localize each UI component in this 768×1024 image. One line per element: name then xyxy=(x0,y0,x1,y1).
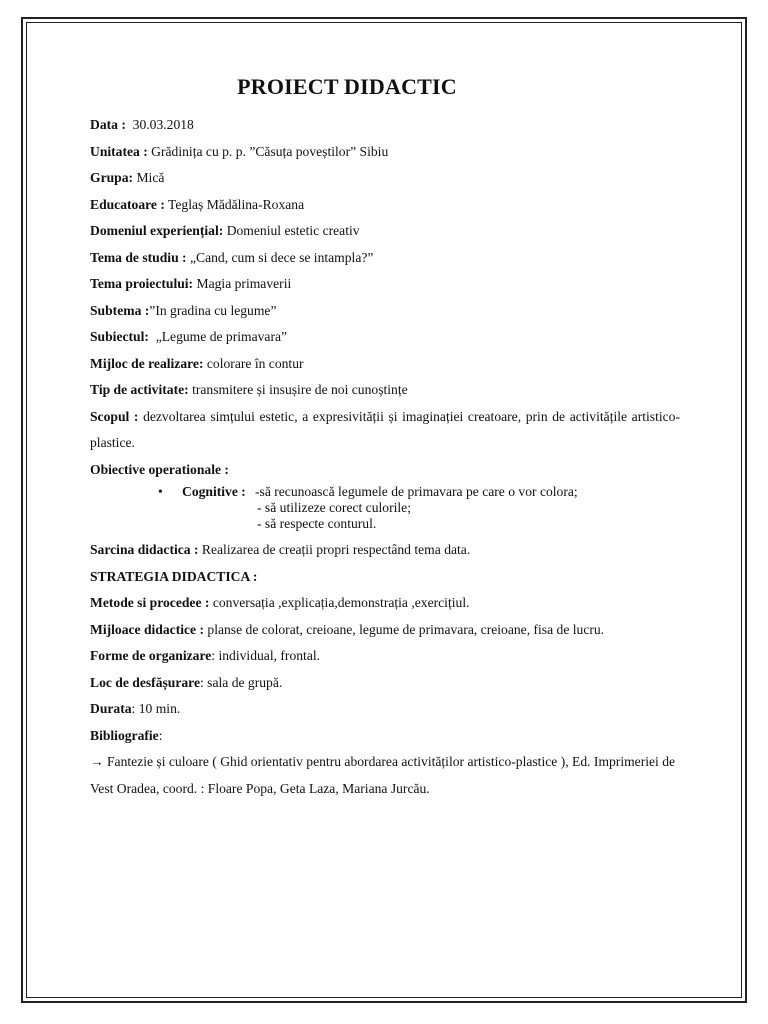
field-domeniul: Domeniul experiențial: Domeniul estetic creativ xyxy=(90,223,360,238)
bullet-marker: • xyxy=(158,484,163,499)
field-forme: Forme de organizare: individual, frontal. xyxy=(90,648,321,663)
field-mijloc: Mijloc de realizare: colorare în contur xyxy=(90,355,304,371)
field-grupa: Grupa: Mică xyxy=(90,170,165,185)
field-data: Data : 30.03.2018 xyxy=(90,117,194,132)
field-durata: Durata: 10 min. xyxy=(90,701,181,716)
field-subiectul: Subiectul: „Legume de primavara” xyxy=(90,329,288,344)
field-metode: Metode si procedee : conversația ,explicația,demonstrația ,exercițiul. xyxy=(90,595,470,610)
strategy-heading: STRATEGIA DIDACTICA : xyxy=(90,568,258,584)
field-educatoare: Educatoare : Teglaș Mădălina-Roxana xyxy=(90,196,305,212)
cognitive-label: Cognitive : xyxy=(182,484,246,499)
field-unitatea: Unitatea : Grădinița cu p. p. ”Căsuța poveștilor” Sibiu xyxy=(90,143,389,159)
bibliography-entry: → Fantezie și culoare ( Ghid orientativ pentru abordarea activităților artistico-plastice ), Ed. Imprimeriei de Vest Oradea, coord. : Floare Popa, Geta Laza, Mariana Jurcău. xyxy=(90,754,676,796)
objective-item: -să recunoască legumele de primavara pe care o vor colora; xyxy=(255,484,578,499)
field-loc: Loc de desfășurare: sala de grupă. xyxy=(90,674,283,690)
field-subtema: Subtema :”In gradina cu legume” xyxy=(90,302,277,318)
field-tip: Tip de activitate: transmitere și insușire de noi cunoștințe xyxy=(90,382,408,397)
document-title: PROIECT DIDACTIC xyxy=(237,74,457,99)
field-bibliografie: Bibliografie: xyxy=(90,727,163,743)
document-body xyxy=(90,115,680,802)
field-mijloace: Mijloace didactice : planse de colorat, creioane, legume de primavara, creioane, fisa de lucru. xyxy=(90,621,605,637)
objective-item: - să utilizeze corect culorile; xyxy=(257,500,411,515)
field-sarcina: Sarcina didactica : Realizarea de creații propri respectând tema data. xyxy=(90,542,471,557)
field-tema-proiect: Tema proiectului: Magia primaverii xyxy=(90,276,292,291)
objectives-list xyxy=(90,484,680,536)
objectives-heading: Obiective operationale : xyxy=(90,461,229,477)
field-scopul: Scopul : dezvoltarea simțului estetic, a expresivității și imaginației creatoare, prin de activitățile artistico-plastice. xyxy=(90,408,680,450)
field-tema-studiu: Tema de studiu : „Cand, cum si dece se intampla?” xyxy=(90,249,374,265)
objective-item: - să respecte conturul. xyxy=(257,516,377,531)
